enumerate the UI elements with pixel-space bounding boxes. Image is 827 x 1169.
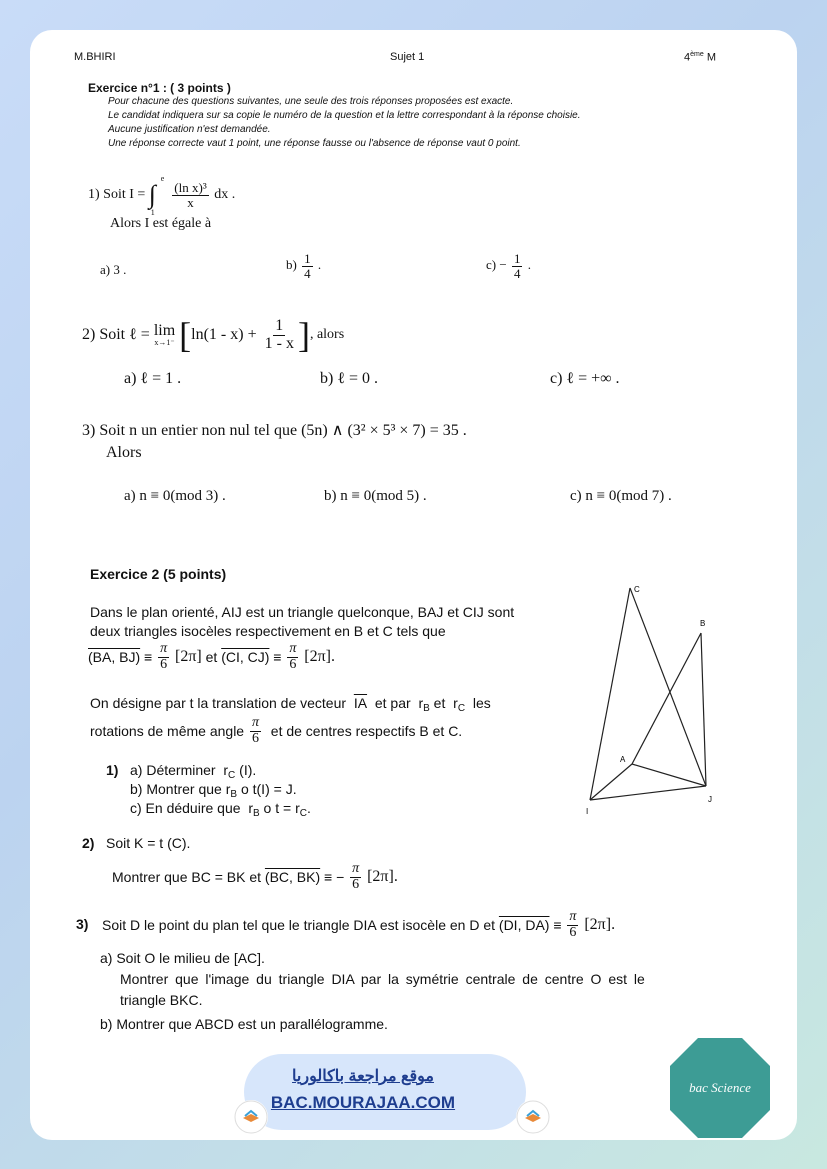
ex2-q3a-1: a) Soit O le milieu de [AC].	[100, 950, 265, 966]
footer-arabic-title[interactable]: موقع مراجعة باكالوريا	[292, 1068, 434, 1085]
subject: Sujet 1	[390, 51, 425, 63]
ex2-q3a-2: Montrer que l'image du triangle DIA par la symétrie centrale de centre O est le	[120, 971, 645, 987]
q1-choice-b: b) $\frac{1}{4}$ .	[286, 251, 322, 281]
segment-IJ	[590, 786, 706, 800]
question-1: 1) Soit I = ∫ e 1 $\frac{\text{(ln x)³}}{x}$ dx .	[88, 174, 236, 217]
label-J: J	[708, 795, 712, 804]
segment-CJ	[630, 588, 706, 786]
q2-choice-c: c) ℓ = +∞ .	[550, 370, 620, 387]
q2-choice-b: b) ℓ = 0 .	[320, 370, 379, 387]
ex2-q1-number: 1)	[106, 762, 119, 778]
q3-choice-b: b) n ≡ 0(mod 5) .	[324, 488, 427, 504]
logo-right	[516, 1100, 550, 1134]
ex2-q3-number: 3)	[76, 916, 89, 932]
q1-choice-c: c) − $\frac{1}{4}$ .	[486, 251, 531, 281]
label-C: C	[634, 585, 640, 594]
instruction-line: Le candidat indiquera sur sa copie le numéro de la question et la lettre correspondant à la réponse choisie.	[108, 110, 581, 121]
badge-text: bac Science	[689, 1080, 751, 1095]
book-logo-icon	[516, 1100, 550, 1134]
level: 4ème M	[684, 51, 716, 64]
ex2-intro-1: Dans le plan orienté, AIJ est un triangle quelconque, BAJ et CIJ sont	[90, 604, 515, 620]
exercise-2-title: Exercice 2 (5 points)	[90, 566, 227, 582]
instruction-line: Pour chacune des questions suivantes, une seule des trois réponses proposées est exacte.	[108, 96, 514, 107]
footer-site-link[interactable]: BAC.MOURAJAA.COM	[270, 1093, 456, 1112]
question-2: 2) Soit ℓ = lim x→1⁻ [ln(1 - x) + $\frac{1}{1 - x}$ ], alors	[82, 315, 345, 355]
ex2-q2-text: Soit K = t (C).	[106, 835, 191, 851]
question-1-then: Alors I est égale à	[110, 216, 212, 231]
bac-science-badge	[668, 1036, 772, 1140]
segment-AJ	[632, 764, 706, 786]
q2-choice-a: a) ℓ = 1 .	[124, 370, 182, 387]
label-B: B	[700, 619, 706, 628]
question-3: 3) Soit n un entier non nul tel que (5n) ∧ (3² × 5³ × 7) = 35 .	[82, 422, 467, 439]
exam-page	[30, 30, 797, 1140]
ex2-intro-2: deux triangles isocèles respectivement en B et C tels que	[90, 623, 446, 639]
instruction-line: Une réponse correcte vaut 1 point, une réponse fausse ou l'absence de réponse vaut 0 point.	[108, 138, 521, 149]
instruction-line: Aucune justification n'est demandée.	[108, 124, 271, 135]
triangle-figure	[578, 578, 728, 818]
q3-choice-c: c) n ≡ 0(mod 7) .	[570, 488, 672, 504]
exercise-1-title: Exercice n°1 : ( 3 points )	[88, 81, 231, 95]
label-A: A	[620, 755, 626, 764]
ex2-q1b: b) Montrer que $r_B$ o t(I) = J.	[130, 781, 297, 800]
ex2-q2-show: Montrer que BC = BK et (BC, BK) ≡ − $\frac{\pi}{6}$ [2π].	[112, 861, 398, 892]
ex2-q1c: c) En déduire que $r_B$ o $t = r_C$.	[130, 800, 311, 819]
ex2-definition-2: rotations de même angle $\frac{\pi}{6}$ et de centres respectifs B et C.	[90, 715, 463, 746]
ex2-q3b: b) Montrer que ABCD est un parallélogramme.	[100, 1016, 388, 1032]
ex2-q3-text: Soit D le point du plan tel que le triangle DIA est isocèle en D et (DI, DA) ≡ $\frac{\pi}{6}$ [2π].	[102, 909, 616, 940]
author: M.BHIRI	[74, 51, 116, 63]
ex2-q2-number: 2)	[82, 835, 95, 851]
ex2-q1a: a) Déterminer $r_C$ (I).	[130, 762, 257, 781]
ex2-q3a-3: triangle BKC.	[120, 992, 203, 1008]
q1-choice-a: a) 3 .	[100, 262, 127, 277]
q3-choice-a: a) n ≡ 0(mod 3) .	[124, 488, 226, 504]
segment-BJ	[701, 633, 706, 786]
question-3-then: Alors	[106, 444, 142, 461]
segment-CI	[590, 588, 630, 800]
ex2-definition-1: On désigne par t la translation de vecteur $\overline{IA}$ et par $r_B$ et $r_C$ les	[90, 695, 491, 714]
angle-condition: (BA, BJ) ≡ $\frac{\pi}{6}$ [2π] et (CI, CJ) ≡ $\frac{\pi}{6}$ [2π].	[88, 641, 335, 672]
label-I: I	[586, 807, 589, 816]
